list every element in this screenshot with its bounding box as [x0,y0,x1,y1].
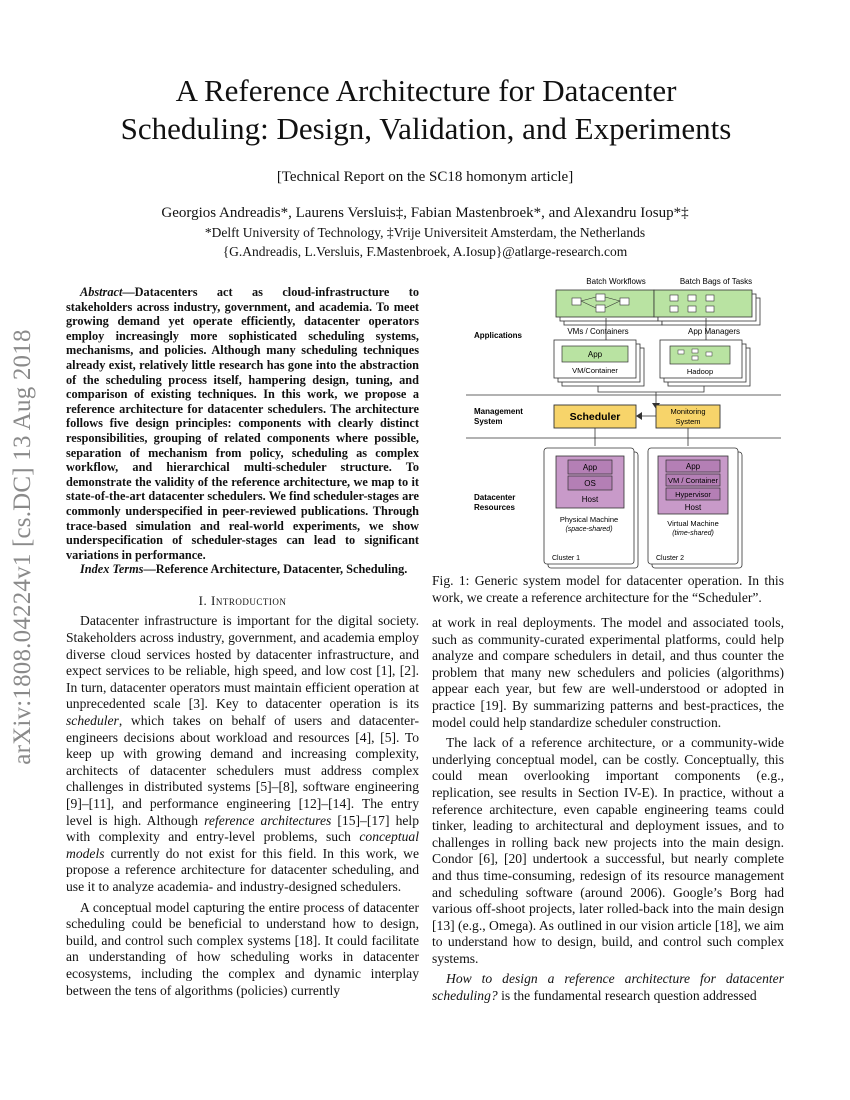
intro-paragraph-2: A conceptual model capturing the entire process of datacenter scheduling could be beneficial to understand how to design, build, and control such complex systems [18]. It could facilitate an understanding of how scheduling works in datacenter ecosystems, including the complex and dynamic interplay between the tens of algorithms (policies) currently [66,899,419,998]
right-p3-rest: is the fundamental research question addressed [497,988,757,1004]
fig-time-shared: (time-shared) [672,530,714,537]
right-paragraph-2: The lack of a reference architecture, or a community-wide underlying conceptual model, can be costly. Conceptually, this could mean overlooking important components (e.g., replication, see results in Section IV-E). In practice, without a reference architecture, even capable engineering teams could tinker, leading to architectural and deployment issues, and to challenges in rolling back new projects into the main design. Condor [6], [20] undertook a successful, but nearly complete and thus time-consuming, redesign of its resource management and scheduling software (around 2006). Google’s Borg had various off-shoot projects, later rolled-back into the main design [13] (e.g., Omega). As outlined in our vision article [18], we aim to understand how to design, build, and control such complex systems. [432,735,784,966]
figure-caption: Fig. 1: Generic system model for datacenter operation. In this work, we create a reference architecture for the “Scheduler”. [432,573,784,605]
abstract-label: Abstract [80,285,123,299]
intro-p1-emph-conceptual-models: conceptual models [66,829,419,861]
section-number: I. [198,592,208,608]
fig-label-applications: Applications [474,331,523,340]
left-column [66,285,419,999]
fig-c1-host: Host [581,495,599,504]
fig-c1-os: OS [584,479,596,488]
fig-virtual-machine: Virtual Machine [667,519,719,528]
fig-vm-container: VM/Container [572,366,618,375]
fig-vm-stack [554,340,644,386]
right-paragraph-1: at work in real deployments. The model and associated tools, such as community-curated experimental platforms, could help analyze and compare schedulers in detail, and thus counter the problem that many new schedulers and policies (algorithms) appear each year, but few are well-understood or adopted in practice [19]. By summarizing patterns and best-practices, the model could help standardize scheduler construction. [432,615,784,730]
intro-p1-text-c: [15]–[17] help with complexity and entry-level problems, such [66,812,420,845]
fig-c2-vm-container: VM / Container [667,476,719,485]
fig-label-batch-workflows: Batch Workflows [586,277,646,286]
intro-p1-text-b: , which takes on behalf of users and datacenter-engineers decisions about workload and resources [4], [5]. To keep up with growing demand and increasing complexity, architects of datacenter schedulers must address complex challenges in distributed systems [5]–[8], software engineering [9]–[11], and performance engineering [12]–[14]. The entry level is high. Although [66,713,419,828]
fig-cluster2-label: Cluster 2 [656,555,685,562]
fig-label-management: Management [474,407,523,416]
right-paragraph-3 [432,971,784,1004]
fig-cluster1-label: Cluster 1 [552,555,581,562]
section-title: Introduction [211,592,287,608]
author-emails: {G.Andreadis, L.Versluis, F.Mastenbroek, A.Iosup}@atlarge-research.com [222,244,628,259]
intro-paragraph-1 [66,613,419,895]
fig-monitoring-system-label: System [675,417,701,426]
fig-c2-hypervisor: Hypervisor [675,490,711,499]
fig-hadoop: Hadoop [686,367,714,376]
abstract [66,285,419,562]
fig-label-system: System [474,417,503,426]
fig-space-shared: (space-shared) [565,526,613,533]
fig-workflow-stack [556,290,662,325]
right-column [432,615,784,1005]
author-names: Georgios Andreadis*, Laurens Versluis‡, Fabian Mastenbroek*, and Alexandru Iosup*‡ [161,205,689,221]
fig-app-box: App [587,350,603,359]
fig-c2-app: App [685,462,701,471]
fig-scheduler-label: Scheduler [569,411,621,423]
fig-label-vms-containers: VMs / Containers [567,327,629,336]
index-terms-label: Index Terms [80,562,144,577]
fig-app-managers-stack [660,340,750,386]
fig-bags-stack [654,290,760,325]
paper-title [70,72,782,148]
author-block [100,204,750,261]
research-question: How to design a reference architecture for datacenter scheduling? [432,971,784,1004]
intro-p1-emph-reference-architectures: reference architectures [204,812,332,828]
arxiv-side-label: arXiv:1808.04224v1 [cs.DC] 13 Aug 2018 [9,329,36,765]
section-heading-introduction [66,593,419,610]
fig-c2-host: Host [684,503,702,512]
fig-label-datacenter: Datacenter [474,493,516,502]
fig-label-app-managers: App Managers [687,327,741,336]
fig-cluster-1 [544,448,638,568]
index-terms-text: —Reference Architecture, Datacenter, Scheduling. [143,562,408,577]
author-affiliations: *Delft University of Technology, ‡Vrije Universiteit Amsterdam, the Netherlands [204,225,646,240]
fig-physical-machine: Physical Machine [559,515,619,524]
fig-c1-app: App [582,463,598,472]
abstract-text: —Datacenters act as cloud-infrastructure to stakeholders across industry, government, and academia. To meet growing demand yet operate efficiently, datacenter operators employ increasingly more sophisticated scheduling systems, mechanisms, and policies. Although many scheduling techniques already exist, relatively little research has gone into the abstraction of the scheduling process itself, hampering design, tuning, and comparison of existing techniques. In this work, we propose a reference architecture for datacenter schedulers. The architecture follows five design principles: components with clearly distinct responsibilities, grouping of related components where possible, separation of mechanism from policy, scheduling as complex workflow, and hierarchical multi-scheduler structure. To demonstrate the validity of the reference architecture, we map to it state-of-the-art datacenter schedulers. We find scheduler-stages are commonly underspecified in peer-reviewed publications. Through trace-based simulation and real-world experiments, we show underspecification of scheduler-stages can lead to significant variations in performance. [66,285,419,562]
figure-system-model [456,270,786,570]
fig-cluster-2 [648,448,742,568]
index-terms [66,562,419,577]
intro-p1-text-d: currently do not exist for this field. In this work, we propose a reference architecture for datacenter scheduling, and use it to analyze academia- and industry-designed schedulers. [66,845,419,894]
paper-subtitle: [Technical Report on the SC18 homonym article] [276,169,574,185]
fig-label-batch-bags: Batch Bags of Tasks [679,277,753,286]
intro-p1-text-a: Datacenter infrastructure is important for the digital society. Stakeholders across industry, government, and academia employ diverse cloud services hosted by datacenter infrastructure, and expect services to be reliable, high speed, and low cost [1], [2]. In turn, datacenter operators must maintain efficient operation at unprecedented scale [3]. Key to datacenter operation is its [66,613,419,712]
fig-label-resources: Resources [474,503,515,512]
title-line-2: Scheduling: Design, Validation, and Experiments [120,111,732,146]
title-line-1: A Reference Architecture for Datacenter [175,73,677,108]
fig-monitoring-label: Monitoring [670,407,706,416]
intro-p1-emph-scheduler: scheduler [66,713,119,729]
